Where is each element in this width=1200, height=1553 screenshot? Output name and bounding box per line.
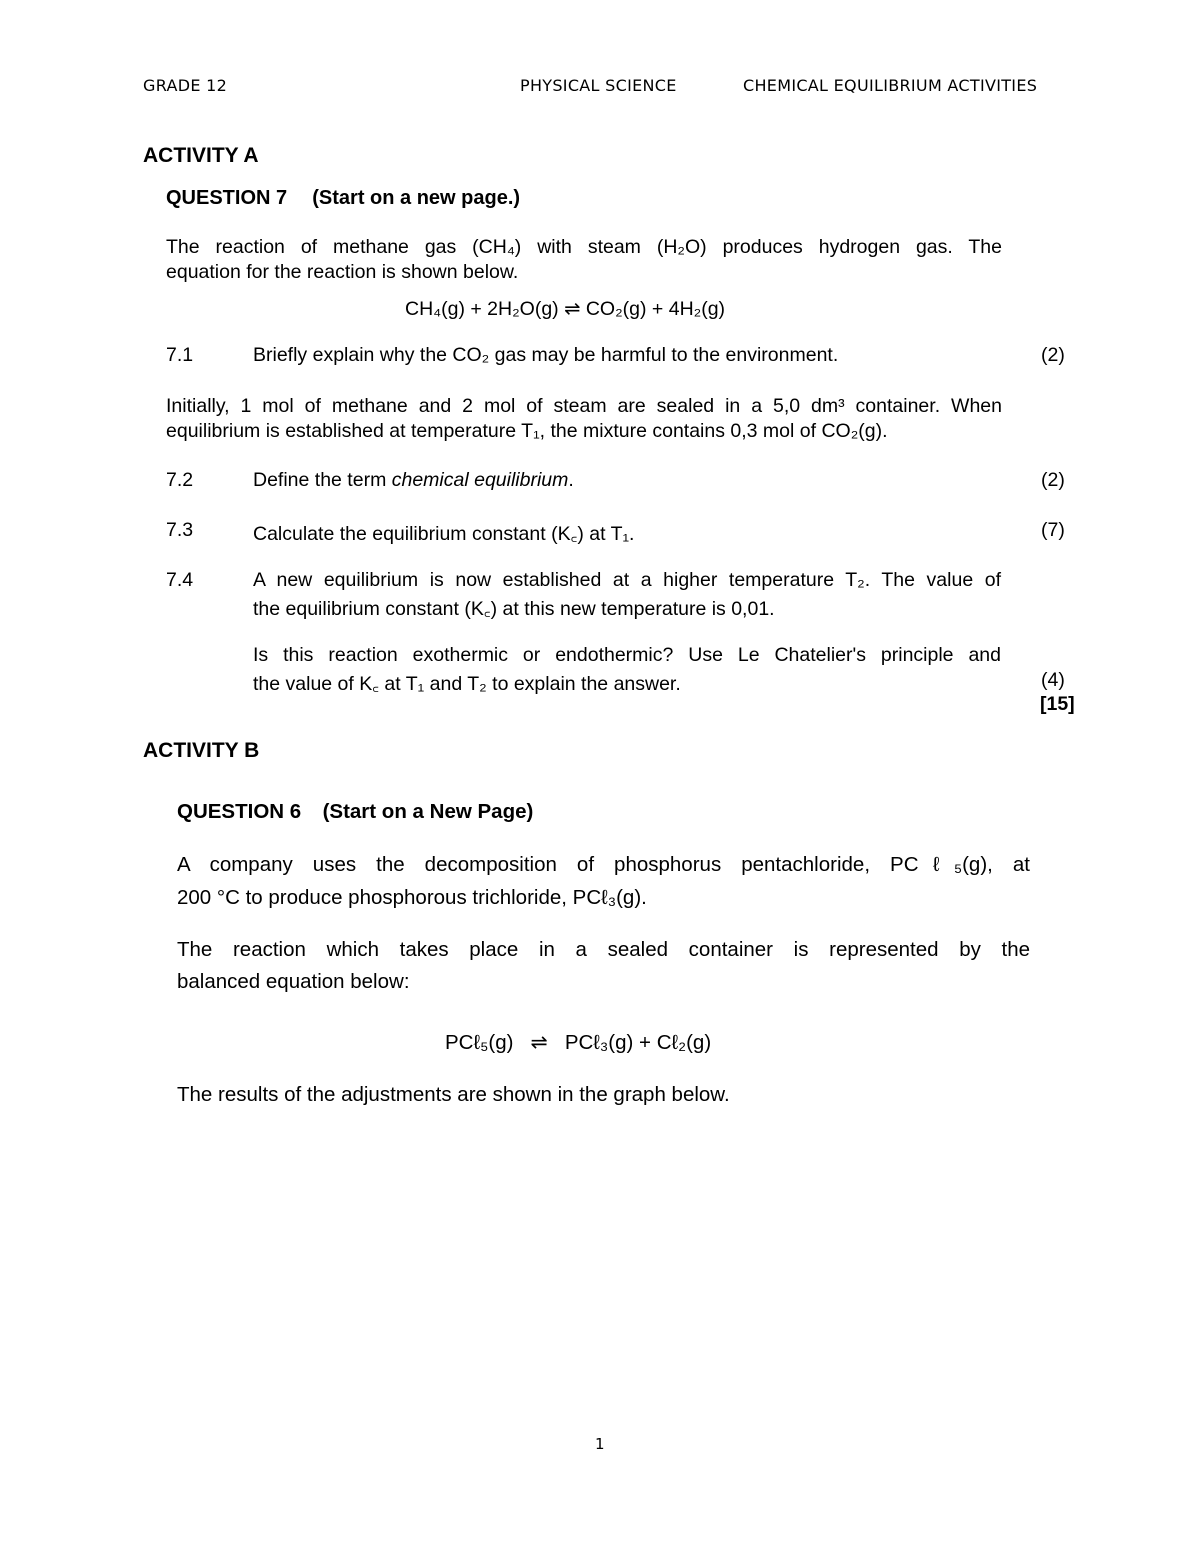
q72-marks: (2) bbox=[1041, 469, 1065, 491]
activity-b-heading: ACTIVITY B bbox=[143, 739, 260, 762]
q72-text-post: . bbox=[568, 469, 574, 491]
question-7-label: QUESTION 7 bbox=[166, 187, 288, 209]
q72-text-pre: Define the term bbox=[253, 469, 392, 491]
q73-text: Calculate the equilibrium constant (K꜀) at T₁. bbox=[253, 523, 635, 545]
intro-line-2: equation for the reaction is shown below. bbox=[166, 261, 519, 283]
reaction-description-line-2: balanced equation below: bbox=[177, 970, 410, 993]
q74-line-4: the value of K꜀ at T₁ and T₂ to explain the answer. bbox=[253, 673, 681, 695]
decomposition-line-1: A company uses the decomposition of phosphorus pentachloride, PCℓ₅(g), at bbox=[177, 853, 1030, 876]
q74-line-3: Is this reaction exothermic or endothermic? Use Le Chatelier's principle and bbox=[253, 644, 1001, 666]
q74-line-1: A new equilibrium is now established at a higher temperature T₂. The value of bbox=[253, 569, 1001, 591]
question-7-note: (Start on a new page.) bbox=[312, 187, 521, 209]
decomposition-line-2: 200 °C to produce phosphorous trichloride, PCℓ₃(g). bbox=[177, 886, 647, 909]
q74-line-2: the equilibrium constant (K꜀) at this new temperature is 0,01. bbox=[253, 598, 775, 620]
activity-a-heading: ACTIVITY A bbox=[143, 144, 259, 167]
q73-marks: (7) bbox=[1041, 519, 1065, 541]
header-grade: GRADE 12 bbox=[143, 76, 228, 95]
q72-text bbox=[253, 469, 574, 492]
q72-number: 7.2 bbox=[166, 469, 194, 491]
q72-term: chemical equilibrium bbox=[391, 469, 569, 491]
q74-number: 7.4 bbox=[166, 569, 194, 591]
reaction-description-line-1: The reaction which takes place in a sealed container is represented by the bbox=[177, 938, 1030, 961]
q71-number: 7.1 bbox=[166, 344, 194, 366]
intro-line-1: The reaction of methane gas (CH₄) with steam (H₂O) produces hydrogen gas. The bbox=[166, 236, 1002, 258]
q73-number: 7.3 bbox=[166, 519, 194, 541]
equation-pcl5-products: PCℓ₃(g) + Cℓ₂(g) bbox=[564, 1031, 712, 1054]
header-topic: CHEMICAL EQUILIBRIUM ACTIVITIES bbox=[743, 76, 1038, 95]
header-subject: PHYSICAL SCIENCE bbox=[520, 76, 677, 95]
equilibrium-arrow-icon: ⇌ bbox=[530, 1031, 548, 1054]
q71-marks: (2) bbox=[1041, 344, 1065, 366]
question-6-title bbox=[177, 800, 533, 824]
graph-intro-text: The results of the adjustments are shown in the graph below. bbox=[177, 1083, 730, 1106]
equation-pcl5-reactant: PCℓ₅(g) bbox=[445, 1031, 514, 1054]
q74-marks: (4) bbox=[1041, 669, 1065, 691]
initial-conditions-line-2: equilibrium is established at temperature T₁, the mixture contains 0,3 mol of CO₂(g). bbox=[166, 420, 888, 442]
page-number: 1 bbox=[595, 1435, 605, 1453]
equation-pcl5 bbox=[445, 1030, 711, 1055]
equation-methane-steam: CH₄(g) + 2H₂O(g) ⇌ CO₂(g) + 4H₂(g) bbox=[405, 298, 726, 320]
question-6-label: QUESTION 6 bbox=[177, 800, 302, 823]
question-6-note: (Start on a New Page) bbox=[322, 800, 534, 823]
q71-text: Briefly explain why the CO₂ gas may be harmful to the environment. bbox=[253, 344, 839, 366]
question-7-total: [15] bbox=[1040, 693, 1075, 715]
question-7-title bbox=[166, 187, 520, 210]
initial-conditions-line-1: Initially, 1 mol of methane and 2 mol of steam are sealed in a 5,0 dm³ container. When bbox=[166, 395, 1002, 417]
